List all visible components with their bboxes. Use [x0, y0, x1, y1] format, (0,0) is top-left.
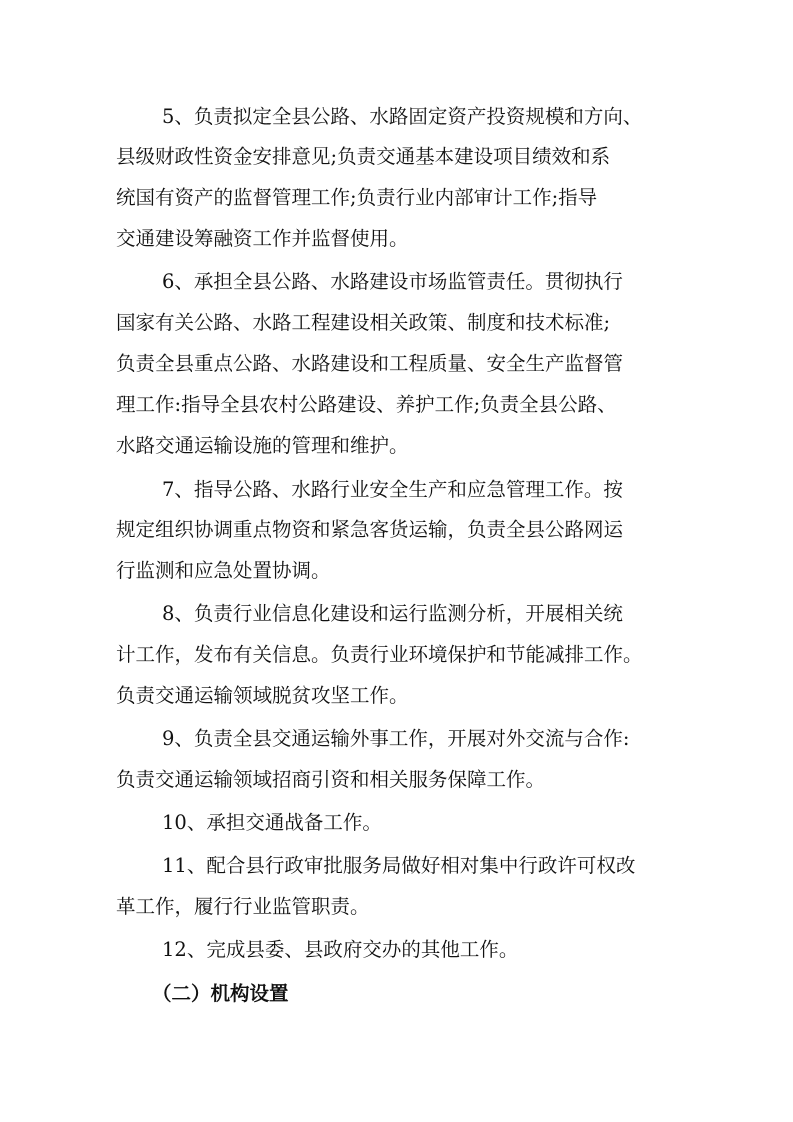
paragraph-8-line-1: 8、负责行业信息化建设和运行监测分析，开展相关统	[162, 602, 623, 625]
paragraph-6-line-3: 负责全县重点公路、水路建设和工程质量、安全生产监督管	[116, 352, 624, 375]
paragraph-7-line-3: 行监测和应急处置协调。	[116, 559, 331, 582]
paragraph-5-line-3: 统国有资产的监督管理工作;负责行业内部审计工作;指导	[116, 186, 598, 209]
paragraph-9-line-1: 9、负责全县交通运输外事工作，开展对外交流与合作:	[162, 727, 630, 750]
paragraph-8-line-2: 计工作，发布有关信息。负责行业环境保护和节能减排工作。	[116, 643, 643, 666]
paragraph-11-line-1: 11、配合县行政审批服务局做好相对集中行政许可权改	[162, 854, 636, 877]
paragraph-5-line-1: 5、负责拟定全县公路、水路固定资产投资规模和方向、	[162, 105, 643, 128]
paragraph-12-line-1: 12、完成县委、县政府交办的其他工作。	[162, 938, 519, 961]
paragraph-5-line-2: 县级财政性资金安排意见;负责交通基本建设项目绩效和系	[116, 145, 611, 168]
paragraph-6-line-5: 水路交通运输设施的管理和维护。	[116, 434, 409, 457]
paragraph-9-line-2: 负责交通运输领域招商引资和相关服务保障工作。	[116, 768, 546, 791]
paragraph-7-line-1: 7、指导公路、水路行业安全生产和应急管理工作。按	[162, 478, 623, 501]
paragraph-8-line-3: 负责交通运输领域脱贫攻坚工作。	[116, 684, 409, 707]
paragraph-11-line-2: 革工作，履行行业监管职责。	[116, 895, 370, 918]
section-heading: （二）机构设置	[152, 982, 289, 1005]
paragraph-6-line-2: 国家有关公路、水路工程建设相关政策、制度和技术标准;	[116, 311, 611, 334]
paragraph-10-line-1: 10、承担交通战备工作。	[162, 811, 382, 834]
paragraph-6-line-1: 6、承担全县公路、水路建设市场监管责任。贯彻执行	[162, 270, 623, 293]
paragraph-7-line-2: 规定组织协调重点物资和紧急客货运输，负责全县公路网运	[116, 518, 624, 541]
paragraph-5-line-4: 交通建设筹融资工作并监督使用。	[116, 227, 409, 250]
paragraph-6-line-4: 理工作:指导全县农村公路建设、养护工作;负责全县公路、	[116, 393, 617, 416]
